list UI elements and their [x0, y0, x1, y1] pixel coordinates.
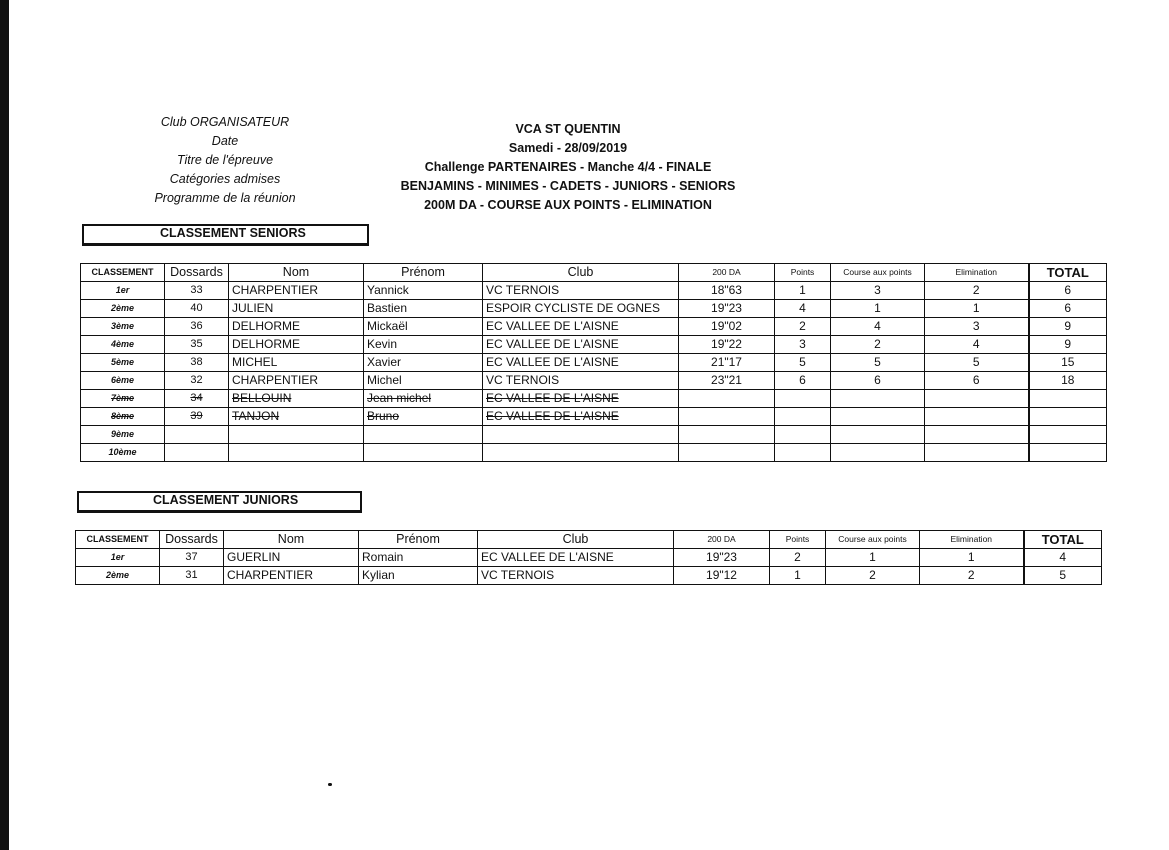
cell-points: 5 — [775, 354, 831, 372]
cell-elim — [925, 390, 1029, 408]
table-row — [81, 408, 1107, 426]
cell-name: CHARPENTIER — [229, 282, 364, 300]
cell-da — [679, 444, 775, 462]
cell-name: GUERLIN — [224, 549, 359, 567]
cell-bib: 39 — [165, 408, 229, 426]
cell-points — [775, 408, 831, 426]
cell-points: 3 — [775, 336, 831, 354]
label-date: Date — [211, 134, 239, 148]
col-bib-header: Dossards — [160, 531, 224, 549]
info-categories: BENJAMINS - MINIMES - CADETS - JUNIORS - SENIORS — [400, 179, 736, 193]
cell-rank: 2ème — [76, 567, 160, 585]
header-labels — [140, 113, 310, 208]
cell-elim: 1 — [925, 300, 1029, 318]
info-club: VCA ST QUENTIN — [515, 122, 621, 136]
cell-firstname: Jean michel — [364, 390, 483, 408]
col-rank-header: CLASSEMENT — [81, 264, 165, 282]
col-club-header: Club — [483, 264, 679, 282]
cell-club — [483, 426, 679, 444]
seniors-section-title — [82, 224, 369, 246]
cell-elim: 2 — [920, 567, 1024, 585]
cell-rank: 6ème — [81, 372, 165, 390]
cell-rank: 4ème — [81, 336, 165, 354]
cell-da: 19"23 — [674, 549, 770, 567]
cell-firstname: Xavier — [364, 354, 483, 372]
cell-bib: 37 — [160, 549, 224, 567]
cell-club: ESPOIR CYCLISTE DE OGNES — [483, 300, 679, 318]
col-name-header: Nom — [229, 264, 364, 282]
col-elim-header: Elimination — [920, 531, 1024, 549]
cell-rank: 2ème — [81, 300, 165, 318]
cell-da: 18"63 — [679, 282, 775, 300]
label-club: Club ORGANISATEUR — [160, 115, 290, 129]
cell-course: 5 — [831, 354, 925, 372]
cell-da: 19"12 — [674, 567, 770, 585]
cell-name: MICHEL — [229, 354, 364, 372]
cell-bib: 36 — [165, 318, 229, 336]
cell-name: BELLOUIN — [229, 390, 364, 408]
col-da-header: 200 DA — [679, 264, 775, 282]
cell-bib — [165, 426, 229, 444]
seniors-table — [80, 263, 1107, 462]
table-row — [76, 549, 1102, 567]
col-club-header: Club — [478, 531, 674, 549]
cell-da — [679, 408, 775, 426]
cell-total: 9 — [1029, 336, 1107, 354]
cell-points: 1 — [775, 282, 831, 300]
cell-bib: 40 — [165, 300, 229, 318]
cell-rank: 8ème — [81, 408, 165, 426]
cell-bib: 32 — [165, 372, 229, 390]
cell-name: DELHORME — [229, 318, 364, 336]
cell-firstname — [364, 444, 483, 462]
cell-firstname: Yannick — [364, 282, 483, 300]
col-firstname-header: Prénom — [359, 531, 478, 549]
header-info — [398, 120, 738, 215]
cell-points — [775, 444, 831, 462]
juniors-section-title — [77, 491, 362, 513]
col-name-header: Nom — [224, 531, 359, 549]
cell-course — [831, 390, 925, 408]
col-total-header: TOTAL — [1024, 531, 1102, 549]
cell-points: 2 — [770, 549, 826, 567]
cell-name: TANJON — [229, 408, 364, 426]
cell-firstname: Bruno — [364, 408, 483, 426]
cell-total: 6 — [1029, 300, 1107, 318]
seniors-header-row — [81, 264, 1107, 282]
col-points-header: Points — [775, 264, 831, 282]
cell-course: 3 — [831, 282, 925, 300]
cell-bib: 34 — [165, 390, 229, 408]
cell-rank: 5ème — [81, 354, 165, 372]
cell-da: 19"02 — [679, 318, 775, 336]
cell-da: 23"21 — [679, 372, 775, 390]
cell-bib: 33 — [165, 282, 229, 300]
cell-firstname — [364, 426, 483, 444]
juniors-title-text: CLASSEMENT JUNIORS — [153, 493, 299, 507]
col-elim-header: Elimination — [925, 264, 1029, 282]
table-row — [81, 426, 1107, 444]
cell-total: 9 — [1029, 318, 1107, 336]
cell-elim — [925, 408, 1029, 426]
cell-rank: 3ème — [81, 318, 165, 336]
col-course-header: Course aux points — [831, 264, 925, 282]
cell-course: 1 — [826, 549, 920, 567]
cell-elim: 6 — [925, 372, 1029, 390]
cell-course: 4 — [831, 318, 925, 336]
info-program: 200M DA - COURSE AUX POINTS - ELIMINATION — [424, 198, 712, 212]
cell-points: 2 — [775, 318, 831, 336]
cell-club: EC VALLEE DE L'AISNE — [483, 318, 679, 336]
cell-elim: 5 — [925, 354, 1029, 372]
cell-course: 2 — [826, 567, 920, 585]
cell-name: CHARPENTIER — [224, 567, 359, 585]
cell-rank: 7ème — [81, 390, 165, 408]
cell-course: 2 — [831, 336, 925, 354]
seniors-title-text: CLASSEMENT SENIORS — [160, 226, 306, 240]
table-row — [81, 282, 1107, 300]
label-categories: Catégories admises — [169, 172, 281, 186]
cell-points: 4 — [775, 300, 831, 318]
cell-points — [775, 390, 831, 408]
cell-total: 18 — [1029, 372, 1107, 390]
col-bib-header: Dossards — [165, 264, 229, 282]
scan-edge — [0, 0, 9, 850]
cell-club: VC TERNOIS — [483, 282, 679, 300]
cell-bib: 31 — [160, 567, 224, 585]
cell-bib: 35 — [165, 336, 229, 354]
juniors-header-row — [76, 531, 1102, 549]
info-title: Challenge PARTENAIRES - Manche 4/4 - FINALE — [424, 160, 712, 174]
cell-total: 5 — [1024, 567, 1102, 585]
cell-firstname: Kevin — [364, 336, 483, 354]
col-da-header: 200 DA — [674, 531, 770, 549]
col-course-header: Course aux points — [826, 531, 920, 549]
table-row — [76, 567, 1102, 585]
cell-course — [831, 426, 925, 444]
cell-course: 6 — [831, 372, 925, 390]
cell-firstname: Romain — [359, 549, 478, 567]
cell-da — [679, 390, 775, 408]
cell-firstname: Michel — [364, 372, 483, 390]
cell-name: CHARPENTIER — [229, 372, 364, 390]
juniors-table — [75, 530, 1102, 585]
table-row — [81, 300, 1107, 318]
cell-da — [679, 426, 775, 444]
cell-total: 15 — [1029, 354, 1107, 372]
cell-total — [1029, 426, 1107, 444]
cell-rank: 10ème — [81, 444, 165, 462]
cell-total: 4 — [1024, 549, 1102, 567]
col-rank-header: CLASSEMENT — [76, 531, 160, 549]
cell-club: VC TERNOIS — [478, 567, 674, 585]
label-title: Titre de l'épreuve — [176, 153, 274, 167]
label-program: Programme de la réunion — [154, 191, 296, 205]
cell-points — [775, 426, 831, 444]
table-row — [81, 336, 1107, 354]
cell-elim — [925, 444, 1029, 462]
cell-elim — [925, 426, 1029, 444]
cell-club: EC VALLEE DE L'AISNE — [483, 336, 679, 354]
cell-firstname: Bastien — [364, 300, 483, 318]
cell-points: 6 — [775, 372, 831, 390]
cell-total — [1029, 408, 1107, 426]
table-row — [81, 318, 1107, 336]
cell-course — [831, 444, 925, 462]
cell-rank: 9ème — [81, 426, 165, 444]
cell-name: JULIEN — [229, 300, 364, 318]
cell-da: 19"23 — [679, 300, 775, 318]
cell-total: 6 — [1029, 282, 1107, 300]
cell-club: EC VALLEE DE L'AISNE — [478, 549, 674, 567]
table-row — [81, 354, 1107, 372]
cell-elim: 3 — [925, 318, 1029, 336]
cell-rank: 1er — [81, 282, 165, 300]
cell-firstname: Mickaël — [364, 318, 483, 336]
cell-club: EC VALLEE DE L'AISNE — [483, 408, 679, 426]
scan-speck — [328, 783, 332, 786]
cell-club — [483, 444, 679, 462]
table-row — [81, 372, 1107, 390]
info-date: Samedi - 28/09/2019 — [508, 141, 628, 155]
cell-total — [1029, 390, 1107, 408]
cell-da: 19"22 — [679, 336, 775, 354]
cell-name — [229, 444, 364, 462]
cell-bib: 38 — [165, 354, 229, 372]
cell-name — [229, 426, 364, 444]
cell-club: EC VALLEE DE L'AISNE — [483, 390, 679, 408]
col-firstname-header: Prénom — [364, 264, 483, 282]
col-total-header: TOTAL — [1029, 264, 1107, 282]
cell-da: 21"17 — [679, 354, 775, 372]
cell-club: VC TERNOIS — [483, 372, 679, 390]
cell-total — [1029, 444, 1107, 462]
cell-firstname: Kylian — [359, 567, 478, 585]
cell-course: 1 — [831, 300, 925, 318]
cell-points: 1 — [770, 567, 826, 585]
cell-course — [831, 408, 925, 426]
table-row — [81, 444, 1107, 462]
cell-elim: 2 — [925, 282, 1029, 300]
col-points-header: Points — [770, 531, 826, 549]
cell-elim: 4 — [925, 336, 1029, 354]
cell-bib — [165, 444, 229, 462]
cell-elim: 1 — [920, 549, 1024, 567]
cell-name: DELHORME — [229, 336, 364, 354]
table-row — [81, 390, 1107, 408]
cell-club: EC VALLEE DE L'AISNE — [483, 354, 679, 372]
cell-rank: 1er — [76, 549, 160, 567]
